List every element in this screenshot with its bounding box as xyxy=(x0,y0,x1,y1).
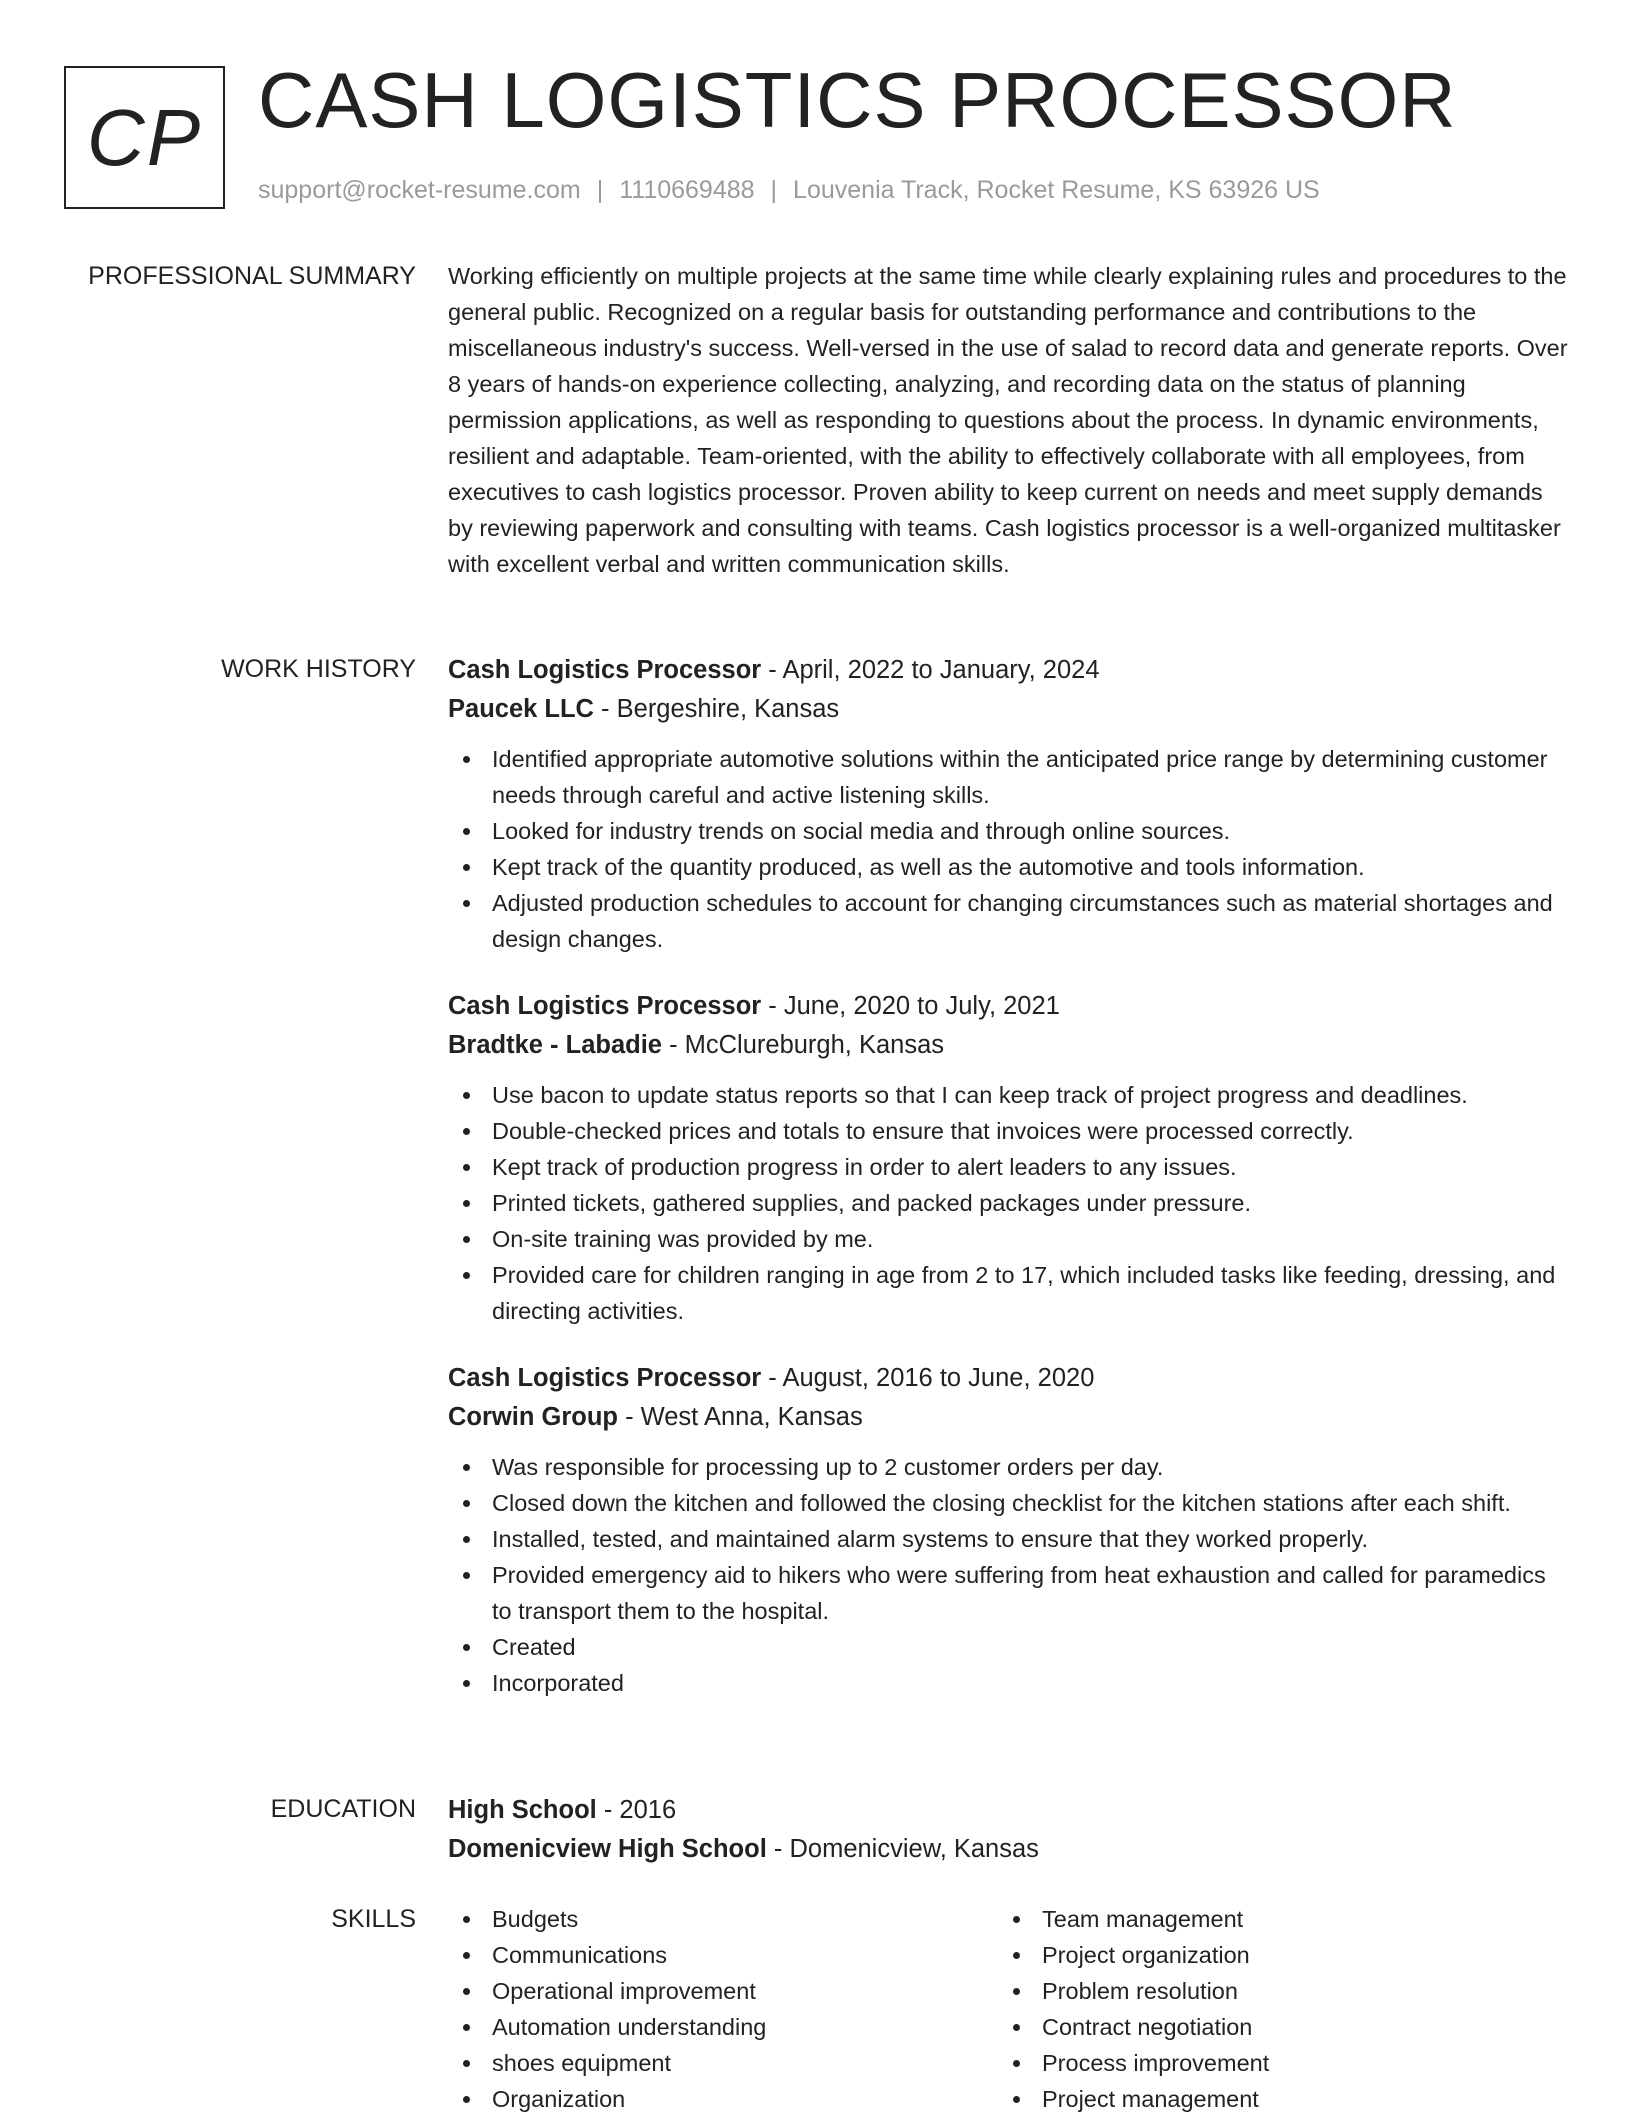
skill-item: Team management xyxy=(998,1901,1548,1937)
education-school-line xyxy=(448,1830,1568,1869)
skills-body xyxy=(448,1901,1568,2112)
job-dates: - April, 2022 to January, 2024 xyxy=(761,656,1100,684)
skill-item: Operational improvement xyxy=(448,1973,998,2009)
job-bullet: Kept track of production progress in order to alert leaders to any issues. xyxy=(448,1149,1568,1185)
job-entry xyxy=(448,987,1568,1329)
skill-item: Communications xyxy=(448,1937,998,1973)
education-location: - Domenicview, Kansas xyxy=(766,1835,1039,1863)
contact-address: Louvenia Track, Rocket Resume, KS 63926 US xyxy=(793,176,1320,204)
job-bullet: Installed, tested, and maintained alarm systems to ensure that they worked properly. xyxy=(448,1521,1568,1557)
job-dates: - June, 2020 to July, 2021 xyxy=(761,992,1060,1020)
skill-item: Automation understanding xyxy=(448,2009,998,2045)
work-history-body xyxy=(448,651,1568,1731)
job-title: Cash Logistics Processor xyxy=(448,656,762,684)
resume-title: CASH LOGISTICS PROCESSOR xyxy=(258,56,1457,144)
skill-item: Problem resolution xyxy=(998,1973,1548,2009)
skill-item: Organization xyxy=(448,2081,998,2112)
contact-separator: | xyxy=(770,176,778,204)
section-label-education: EDUCATION xyxy=(270,1795,416,1823)
job-bullet: On-site training was provided by me. xyxy=(448,1221,1568,1257)
job-bullet: Adjusted production schedules to account for changing circumstances such as material shortages and design changes. xyxy=(448,885,1568,957)
job-bullet: Closed down the kitchen and followed the closing checklist for the kitchen stations after each shift. xyxy=(448,1485,1568,1521)
skill-item: Project organization xyxy=(998,1937,1548,1973)
job-bullets xyxy=(448,1449,1568,1701)
job-location: - Bergeshire, Kansas xyxy=(593,695,840,723)
job-title: Cash Logistics Processor xyxy=(448,992,762,1020)
job-bullet: Incorporated xyxy=(448,1665,1568,1701)
job-title-line xyxy=(448,987,1568,1026)
job-entry xyxy=(448,651,1568,957)
job-dates: - August, 2016 to June, 2020 xyxy=(761,1364,1095,1392)
job-company: Bradtke - Labadie xyxy=(448,1031,662,1059)
job-company: Paucek LLC xyxy=(448,695,594,723)
contact-phone: 1110669488 xyxy=(619,176,755,204)
skills-column-left xyxy=(448,1901,998,2112)
job-bullet: Double-checked prices and totals to ensure that invoices were processed correctly. xyxy=(448,1113,1568,1149)
job-title: Cash Logistics Processor xyxy=(448,1364,762,1392)
skills-grid xyxy=(448,1901,1568,2112)
job-bullet: Use bacon to update status reports so that I can keep track of project progress and deadlines. xyxy=(448,1077,1568,1113)
job-company-line xyxy=(448,690,1568,729)
contact-line xyxy=(258,174,1320,206)
job-bullet: Printed tickets, gathered supplies, and packed packages under pressure. xyxy=(448,1185,1568,1221)
job-entry xyxy=(448,1359,1568,1701)
job-title-line xyxy=(448,651,1568,690)
summary-text: Working efficiently on multiple projects at the same time while clearly explaining rules and procedures to the general public. Recognized on a regular basis for outstanding performance and contributions to the miscellaneous industry's success. Well-versed in the use of salad to record data and generate reports. Over 8 years of hands-on experience collecting, analyzing, and recording data on the status of planning permission applications, as well as responding to questions about the process. In dynamic environments, resilient and adaptable. Team-oriented, with the ability to effectively collaborate with all employees, from executives to cash logistics processor. Proven ability to keep current on needs and meet supply demands by reviewing paperwork and consulting with teams. Cash logistics processor is a well-organized multitasker with excellent verbal and written communication skills. xyxy=(448,263,1568,577)
skill-item: Budgets xyxy=(448,1901,998,1937)
job-company: Corwin Group xyxy=(448,1403,618,1431)
skills-column-right xyxy=(998,1901,1548,2112)
education-body xyxy=(448,1791,1568,1869)
education-school: Domenicview High School xyxy=(448,1835,767,1863)
education-degree-line xyxy=(448,1791,1568,1830)
job-bullet: Provided care for children ranging in age from 2 to 17, which included tasks like feeding, dressing, and directing activities. xyxy=(448,1257,1568,1329)
skill-item: Process improvement xyxy=(998,2045,1548,2081)
contact-email: support@rocket-resume.com xyxy=(258,176,581,204)
job-location: - McClureburgh, Kansas xyxy=(661,1031,945,1059)
job-company-line xyxy=(448,1026,1568,1065)
job-title-line xyxy=(448,1359,1568,1398)
contact-separator: | xyxy=(596,176,604,204)
skills-list xyxy=(998,1901,1548,2112)
job-company-line xyxy=(448,1398,1568,1437)
job-bullet: Kept track of the quantity produced, as well as the automotive and tools information. xyxy=(448,849,1568,885)
job-bullet: Provided emergency aid to hikers who were suffering from heat exhaustion and called for paramedics to transport them to the hospital. xyxy=(448,1557,1568,1629)
skill-item: Project management xyxy=(998,2081,1548,2112)
skills-list xyxy=(448,1901,998,2112)
section-label-work-history: WORK HISTORY xyxy=(221,655,416,683)
section-label-summary: PROFESSIONAL SUMMARY xyxy=(88,262,416,290)
education-year: - 2016 xyxy=(596,1796,677,1824)
skill-item: shoes equipment xyxy=(448,2045,998,2081)
education-degree: High School xyxy=(448,1796,597,1824)
job-location: - West Anna, Kansas xyxy=(617,1403,863,1431)
job-bullet: Looked for industry trends on social media and through online sources. xyxy=(448,813,1568,849)
job-bullet: Created xyxy=(448,1629,1568,1665)
monogram-text: CP xyxy=(86,92,203,182)
job-bullets xyxy=(448,741,1568,957)
skill-item: Contract negotiation xyxy=(998,2009,1548,2045)
job-bullet: Identified appropriate automotive solutions within the anticipated price range by determining customer needs through careful and active listening skills. xyxy=(448,741,1568,813)
section-label-skills: SKILLS xyxy=(331,1905,416,1933)
job-bullets xyxy=(448,1077,1568,1329)
monogram-badge xyxy=(64,66,225,209)
job-bullet: Was responsible for processing up to 2 customer orders per day. xyxy=(448,1449,1568,1485)
